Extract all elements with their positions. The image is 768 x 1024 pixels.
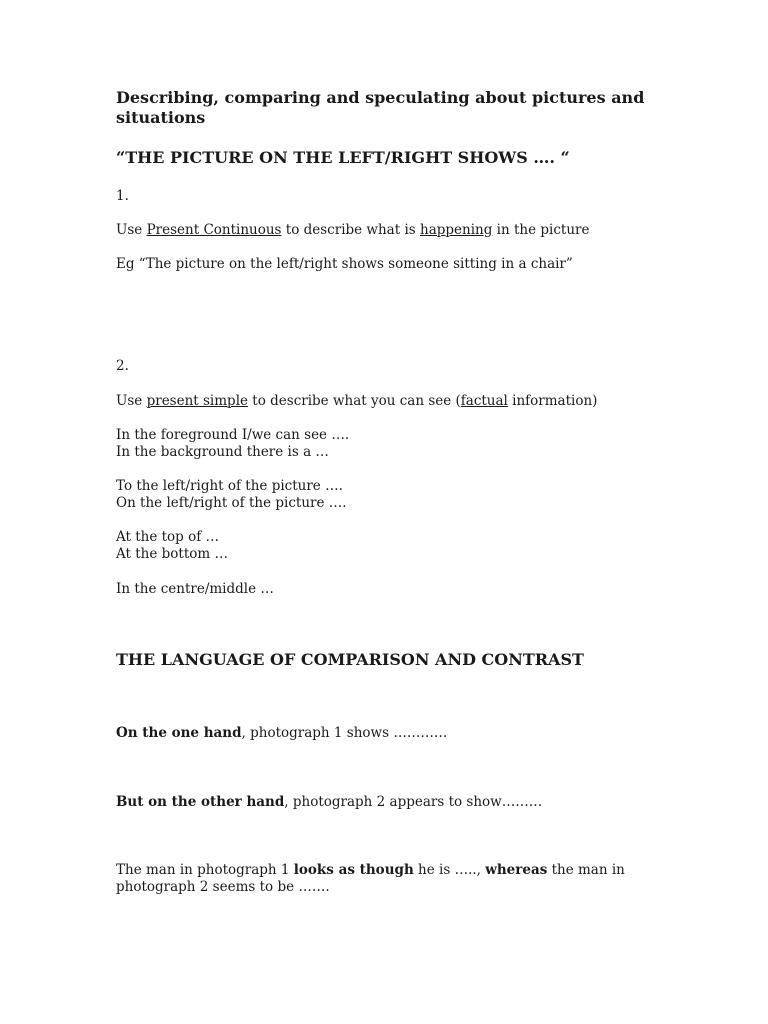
section-2-rule — [116, 393, 597, 410]
subtitle: “THE PICTURE ON THE LEFT/RIGHT SHOWS …. “ — [116, 148, 570, 167]
comparison-line-2 — [116, 794, 542, 811]
line-text: The man in photograph 1 — [116, 862, 294, 878]
comparison-line-1 — [116, 725, 447, 742]
line-text: the man in — [547, 862, 625, 878]
line-text: , photograph 2 appears to show……… — [284, 794, 543, 810]
bold-phrase: On the one hand — [116, 725, 242, 741]
section-1-example: Eg “The picture on the left/right shows someone sitting in a chair” — [116, 256, 573, 272]
rule-text: to describe what is — [281, 222, 420, 238]
rule-keyword: factual — [460, 393, 508, 409]
title-line-2: situations — [116, 108, 206, 127]
phrase-background: In the background there is a … — [116, 444, 329, 460]
line-text: , photograph 1 shows ………… — [241, 725, 448, 741]
phrase-on-left-right: On the left/right of the picture …. — [116, 495, 347, 511]
section-1-rule — [116, 222, 589, 239]
rule-text: Use — [116, 393, 147, 409]
rule-tense: present simple — [146, 393, 249, 409]
comparison-heading: THE LANGUAGE OF COMPARISON AND CONTRAST — [116, 650, 584, 669]
bold-phrase: whereas — [485, 862, 548, 878]
section-1-number: 1. — [116, 188, 129, 204]
rule-keyword: happening — [420, 222, 493, 238]
phrase-bottom: At the bottom … — [116, 546, 228, 562]
line-text: he is ….., — [413, 862, 486, 878]
phrase-centre: In the centre/middle … — [116, 581, 274, 597]
rule-text: Use — [116, 222, 147, 238]
section-2-number: 2. — [116, 358, 129, 374]
bold-phrase: looks as though — [293, 862, 414, 878]
comparison-line-3-continued: photograph 2 seems to be ……. — [116, 879, 330, 895]
comparison-line-3 — [116, 862, 625, 879]
rule-tense: Present Continuous — [146, 222, 282, 238]
rule-text: to describe what you can see ( — [248, 393, 461, 409]
rule-text: in the picture — [492, 222, 590, 238]
rule-text: information) — [507, 393, 598, 409]
phrase-top: At the top of … — [116, 529, 220, 545]
bold-phrase: But on the other hand — [116, 794, 285, 810]
title-line-1: Describing, comparing and speculating about pictures and — [116, 88, 645, 107]
phrase-to-left-right: To the left/right of the picture …. — [116, 478, 343, 494]
phrase-foreground: In the foreground I/we can see …. — [116, 427, 350, 443]
